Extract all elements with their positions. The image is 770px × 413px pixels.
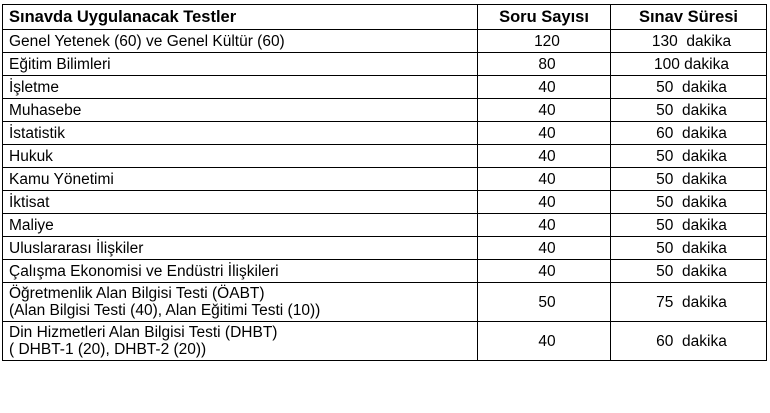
question-count-cell: 50	[478, 283, 611, 322]
table-header-row	[3, 5, 767, 30]
header-exam-duration: Sınav Süresi	[611, 5, 767, 30]
exam-tests-table	[2, 4, 767, 361]
test-name-line: İşletme	[9, 78, 59, 96]
test-name-line: İktisat	[9, 193, 50, 211]
question-count-cell: 40	[478, 99, 611, 122]
test-name-cell	[3, 99, 478, 122]
exam-duration-cell: 50 dakika	[611, 237, 767, 260]
exam-duration-cell: 50 dakika	[611, 168, 767, 191]
question-count-cell: 40	[478, 237, 611, 260]
table-row	[3, 260, 767, 283]
exam-duration-cell: 50 dakika	[611, 76, 767, 99]
test-name-line: (Alan Bilgisi Testi (40), Alan Eğitimi Testi (10))	[9, 302, 321, 319]
test-name-line: İstatistik	[9, 124, 65, 142]
question-count-cell: 40	[478, 122, 611, 145]
question-count-cell: 40	[478, 168, 611, 191]
header-question-count: Soru Sayısı	[478, 5, 611, 30]
test-name-cell	[3, 76, 478, 99]
table-row	[3, 53, 767, 76]
exam-duration-cell: 50 dakika	[611, 214, 767, 237]
table-row	[3, 122, 767, 145]
test-name-line: Eğitim Bilimleri	[9, 55, 111, 73]
question-count-cell: 40	[478, 145, 611, 168]
test-name-cell	[3, 53, 478, 76]
test-name-cell	[3, 30, 478, 53]
exam-duration-cell: 50 dakika	[611, 99, 767, 122]
test-name-line: Din Hizmetleri Alan Bilgisi Testi (DHBT)	[9, 324, 278, 341]
table-row	[3, 237, 767, 260]
exam-duration-cell: 75 dakika	[611, 283, 767, 322]
test-name-line: Öğretmenlik Alan Bilgisi Testi (ÖABT)	[9, 285, 265, 302]
question-count-cell: 40	[478, 322, 611, 361]
test-name-cell	[3, 214, 478, 237]
exam-duration-cell: 50 dakika	[611, 145, 767, 168]
test-name-line: Genel Yetenek (60) ve Genel Kültür (60)	[9, 32, 285, 50]
table-row	[3, 168, 767, 191]
test-name-cell	[3, 191, 478, 214]
test-name-line: Kamu Yönetimi	[9, 170, 114, 188]
test-name-cell	[3, 283, 478, 322]
question-count-cell: 40	[478, 76, 611, 99]
test-name-cell	[3, 260, 478, 283]
table-row	[3, 30, 767, 53]
test-name-line: Maliye	[9, 216, 54, 234]
test-name-line: Çalışma Ekonomisi ve Endüstri İlişkileri	[9, 262, 279, 280]
table-row	[3, 76, 767, 99]
header-tests: Sınavda Uygulanacak Testler	[3, 5, 478, 30]
test-name-line: Hukuk	[9, 147, 53, 165]
exam-duration-cell: 100 dakika	[611, 53, 767, 76]
question-count-cell: 120	[478, 30, 611, 53]
test-name-cell	[3, 322, 478, 361]
table-row	[3, 99, 767, 122]
test-name-cell	[3, 237, 478, 260]
table-row	[3, 145, 767, 168]
test-name-line: Muhasebe	[9, 101, 82, 119]
table-row	[3, 322, 767, 361]
exam-duration-cell: 60 dakika	[611, 322, 767, 361]
table-row	[3, 191, 767, 214]
test-name-cell	[3, 168, 478, 191]
test-name-cell	[3, 145, 478, 168]
test-name-line: ( DHBT-1 (20), DHBT-2 (20))	[9, 341, 207, 358]
test-name-cell	[3, 122, 478, 145]
exam-duration-cell: 50 dakika	[611, 260, 767, 283]
question-count-cell: 40	[478, 214, 611, 237]
question-count-cell: 80	[478, 53, 611, 76]
table-row	[3, 283, 767, 322]
table-row	[3, 214, 767, 237]
exam-duration-cell: 50 dakika	[611, 191, 767, 214]
test-name-line: Uluslararası İlişkiler	[9, 239, 144, 257]
exam-duration-cell: 60 dakika	[611, 122, 767, 145]
question-count-cell: 40	[478, 191, 611, 214]
question-count-cell: 40	[478, 260, 611, 283]
exam-duration-cell: 130 dakika	[611, 30, 767, 53]
